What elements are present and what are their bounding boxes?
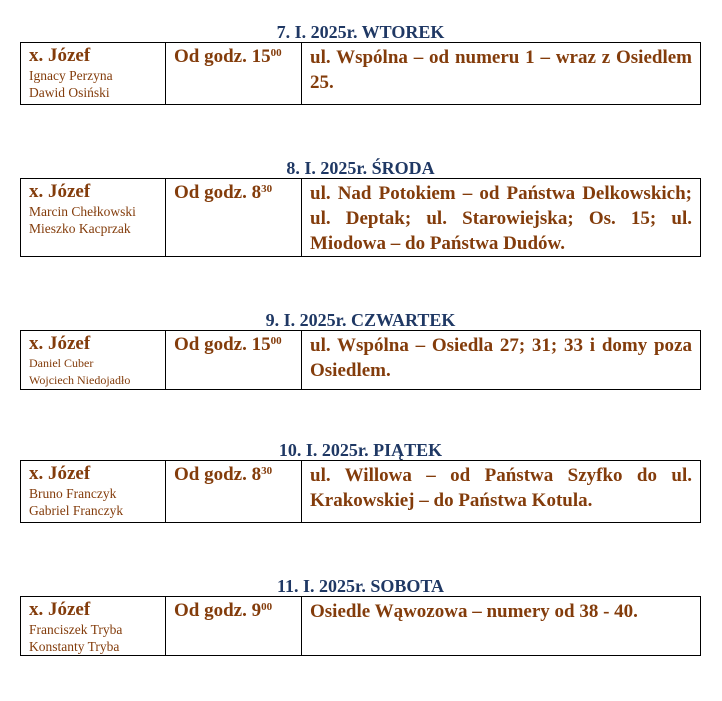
helper-name: Dawid Osiński (29, 85, 110, 100)
helper-name: Daniel Cuber (29, 356, 94, 370)
helper-name: Bruno Franczyk (29, 486, 117, 501)
day-title: 9. I. 2025r. CZWARTEK (265, 310, 456, 330)
address-cell (302, 43, 701, 105)
helper-name: Konstanty Tryba (29, 639, 120, 654)
address-text: ul. Nad Potokiem – od Państwa Delkowskich; ul. Deptak; ul. Starowiejska; Os. 15; ul. Miodowa – do Państwa Dudów. (310, 183, 692, 254)
address-cell (302, 179, 701, 257)
start-time: Od godz. $9^{00}$ (174, 600, 273, 621)
day-block-tuesday (20, 22, 701, 105)
schedule-table (20, 460, 701, 523)
start-time: Od godz. $8^{30}$ (174, 464, 273, 485)
time-cell (166, 179, 302, 257)
day-title: 7. I. 2025r. WTOREK (276, 22, 445, 42)
priest-name: x. Józef (29, 45, 91, 66)
schedule-table (20, 596, 701, 656)
start-time: Od godz. $15^{00}$ (174, 334, 282, 355)
priest-name: x. Józef (29, 463, 91, 484)
helper-name: Marcin Chełkowski (29, 204, 136, 219)
time-cell (166, 597, 302, 656)
priest-name: x. Józef (29, 599, 91, 620)
day-title: 8. I. 2025r. ŚRODA (286, 158, 435, 178)
schedule-table (20, 330, 701, 390)
helper-name: Mieszko Kacprzak (29, 221, 131, 236)
day-title: 10. I. 2025r. PIĄTEK (278, 440, 443, 460)
priest-cell (21, 43, 166, 105)
helper-name: Wojciech Niedojadło (29, 373, 131, 387)
priest-cell (21, 331, 166, 390)
time-cell (166, 43, 302, 105)
helper-name: Ignacy Perzyna (29, 68, 113, 83)
time-cell (166, 331, 302, 390)
time-cell (166, 461, 302, 523)
address-cell (302, 461, 701, 523)
address-text: ul. Willowa – od Państwa Szyfko do ul. Krakowskiej – do Państwa Kotula. (310, 465, 692, 511)
day-title: 11. I. 2025r. SOBOTA (276, 576, 445, 596)
address-text: Osiedle Wąwozowa – numery od 38 - 40. (310, 601, 638, 622)
priest-cell (21, 461, 166, 523)
day-block-thursday (20, 310, 701, 390)
day-block-wednesday (20, 158, 701, 257)
address-text: ul. Wspólna – Osiedla 27; 31; 33 i domy poza Osiedlem. (310, 335, 692, 381)
priest-cell (21, 179, 166, 257)
start-time: Od godz. $8^{30}$ (174, 182, 273, 203)
schedule-table (20, 178, 701, 257)
address-cell (302, 597, 701, 656)
start-time: Od godz. $15^{00}$ (174, 46, 282, 67)
day-block-friday (20, 440, 701, 523)
address-text: ul. Wspólna – od numeru 1 – wraz z Osiedlem 25. (310, 47, 692, 93)
day-block-saturday (20, 576, 701, 656)
schedule-table (20, 42, 701, 105)
helper-name: Gabriel Franczyk (29, 503, 124, 518)
priest-name: x. Józef (29, 181, 91, 202)
helper-name: Franciszek Tryba (29, 622, 123, 637)
priest-name: x. Józef (29, 333, 91, 354)
address-cell (302, 331, 701, 390)
priest-cell (21, 597, 166, 656)
